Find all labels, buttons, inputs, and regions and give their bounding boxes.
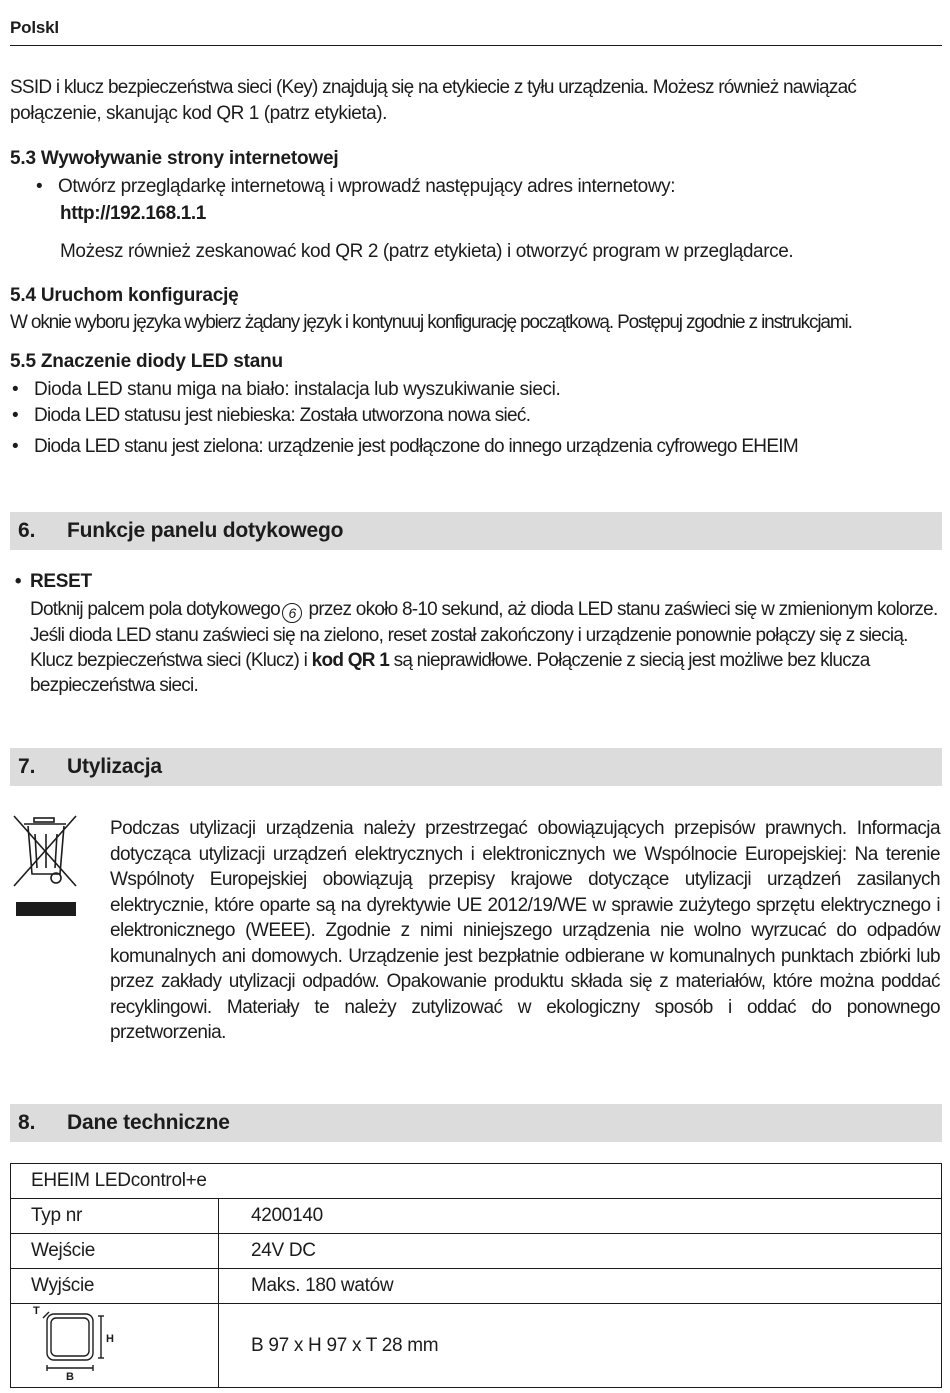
s53-bullet-text: Otwórz przeglądarkę internetową i wprowadź następujący adres internetowy: — [58, 176, 676, 197]
table-row — [11, 1304, 942, 1388]
browser-url: http://192.168.1.1 — [60, 203, 206, 224]
section-number: 7. — [18, 755, 36, 778]
section-6-header — [10, 512, 942, 550]
dim-t-label: T — [33, 1305, 40, 1317]
qr-code-label: kod QR 1 — [311, 650, 390, 671]
spec-label-cell: Wyjście — [11, 1269, 219, 1304]
section-title: Utylizacja — [67, 755, 162, 778]
table-row — [11, 1164, 942, 1199]
disposal-text: Podczas utylizacji urządzenia należy przestrzegać obowiązujących przepisów prawnych. Informacja dotycząca utylizacji urządzeń elektrycznych i elektronicznych we Wspólnocie Europejskiej: Na terenie Wspólnoty Europejskiej obowiązują przepisy krajowe dotyczące utylizacji urządzeń zasilanych elektrycznie, które oparte są na dyrektywie UE 2012/19/WE w sprawie zużytego sprzętu elektrycznego i elektronicznego (WEEE). Zgodnie z nimi niniejszego urządzenia nie wolno wyrzucać do odpadów komunalnych ani domowych. Urządzenie jest bezpłatnie odbierane w komunalnych punktach zbiórki lub przez zakłady utylizacji odpadów. Opakowanie produktu składa się z materiałów, które można poddać recyklingowi. Materiały te należy zutylizować w ekologiczny sposób i oddać do ponownego przetworzenia. — [110, 818, 940, 1043]
bullet-mark: • — [36, 176, 43, 197]
led-bullet-text: Dioda LED stanu miga na biało: instalacja lub wyszukiwanie sieci. — [34, 379, 561, 400]
section-title: Funkcje panelu dotykowego — [67, 519, 344, 542]
spec-value-cell: Maks. 180 watów — [219, 1269, 942, 1304]
dimensions-diagram-icon — [31, 1304, 131, 1380]
reset-text: przez około 8-10 sekund, aż dioda LED stanu zaświeci się w zmienionym kolorze. Jeśli dioda LED stanu zaświeci się na zielono, reset został zakończony i urządzenie ponownie połączy się z siecią. Klucz bezpieczeństwa sieci (Klucz) i — [30, 599, 938, 671]
section-7-header — [10, 748, 942, 786]
page-language-label: Polskl — [10, 18, 59, 37]
bullet-mark: • — [12, 379, 19, 400]
bullet-mark: • — [12, 405, 18, 426]
s53-bullet — [36, 175, 940, 199]
intro-line-2: połączenie, skanując kod QR 1 (patrz etykieta). — [10, 103, 387, 124]
table-row — [11, 1269, 942, 1304]
spec-value-cell: 4200140 — [219, 1199, 942, 1234]
spec-label-cell: Wejście — [11, 1234, 219, 1269]
heading-5-4: 5.4 Uruchom konfigurację — [10, 285, 239, 306]
spec-label-cell: Typ nr — [11, 1199, 219, 1234]
technical-data-table — [10, 1163, 942, 1388]
reset-text: Dotknij palcem pola dotykowego — [30, 599, 280, 620]
dim-b-label: B — [66, 1371, 74, 1380]
table-row — [11, 1199, 942, 1234]
reset-description — [30, 597, 942, 698]
led-bullet-2 — [12, 404, 940, 428]
s53-note: Możesz również zeskanować kod QR 2 (patrz etykieta) i otworzyć program w przeglądarce. — [60, 241, 794, 262]
reset-heading — [6, 570, 92, 594]
reset-text: są nieprawidłowe. Połączenie z siecią jest możliwe bez klucza bezpieczeństwa sieci. — [30, 650, 870, 696]
section-number: 8. — [18, 1111, 36, 1134]
intro-line-1: SSID i klucz bezpieczeństwa sieci (Key) znajdują się na etykiecie z tyłu urządzenia. Możesz również nawiązać — [10, 77, 857, 98]
spec-value-cell: 24V DC — [219, 1234, 942, 1269]
weee-crossed-bin-icon — [10, 812, 80, 918]
dimensions-value-cell: B 97 x H 97 x T 28 mm — [219, 1304, 942, 1388]
dim-h-label: H — [106, 1333, 114, 1345]
reset-label: RESET — [30, 571, 92, 592]
touch-field-marker-icon: 6 — [282, 603, 302, 623]
heading-5-3: 5.3 Wywoływanie strony internetowej — [10, 148, 339, 169]
header-divider — [10, 45, 942, 46]
s54-text: W oknie wyboru języka wybierz żądany język i kontynuuj konfigurację początkową. Postępuj zgodnie z instrukcjami. — [10, 312, 852, 333]
led-bullet-1 — [12, 378, 940, 402]
led-bullet-3 — [12, 435, 940, 459]
heading-5-5: 5.5 Znaczenie diody LED stanu — [10, 351, 283, 372]
section-number: 6. — [18, 519, 36, 542]
bullet-mark: • — [12, 436, 18, 457]
dimensions-icon-cell — [11, 1304, 219, 1388]
table-row — [11, 1234, 942, 1269]
led-bullet-text: Dioda LED statusu jest niebieska: Została utworzona nowa sieć. — [34, 405, 531, 426]
section-title: Dane techniczne — [67, 1111, 230, 1134]
product-name-cell: EHEIM LEDcontrol+e — [11, 1164, 942, 1199]
section-8-header — [10, 1104, 942, 1142]
bullet-mark: • — [14, 571, 22, 592]
led-bullet-text: Dioda LED stanu jest zielona: urządzenie jest podłączone do innego urządzenia cyfrowego EHEIM — [34, 436, 798, 457]
